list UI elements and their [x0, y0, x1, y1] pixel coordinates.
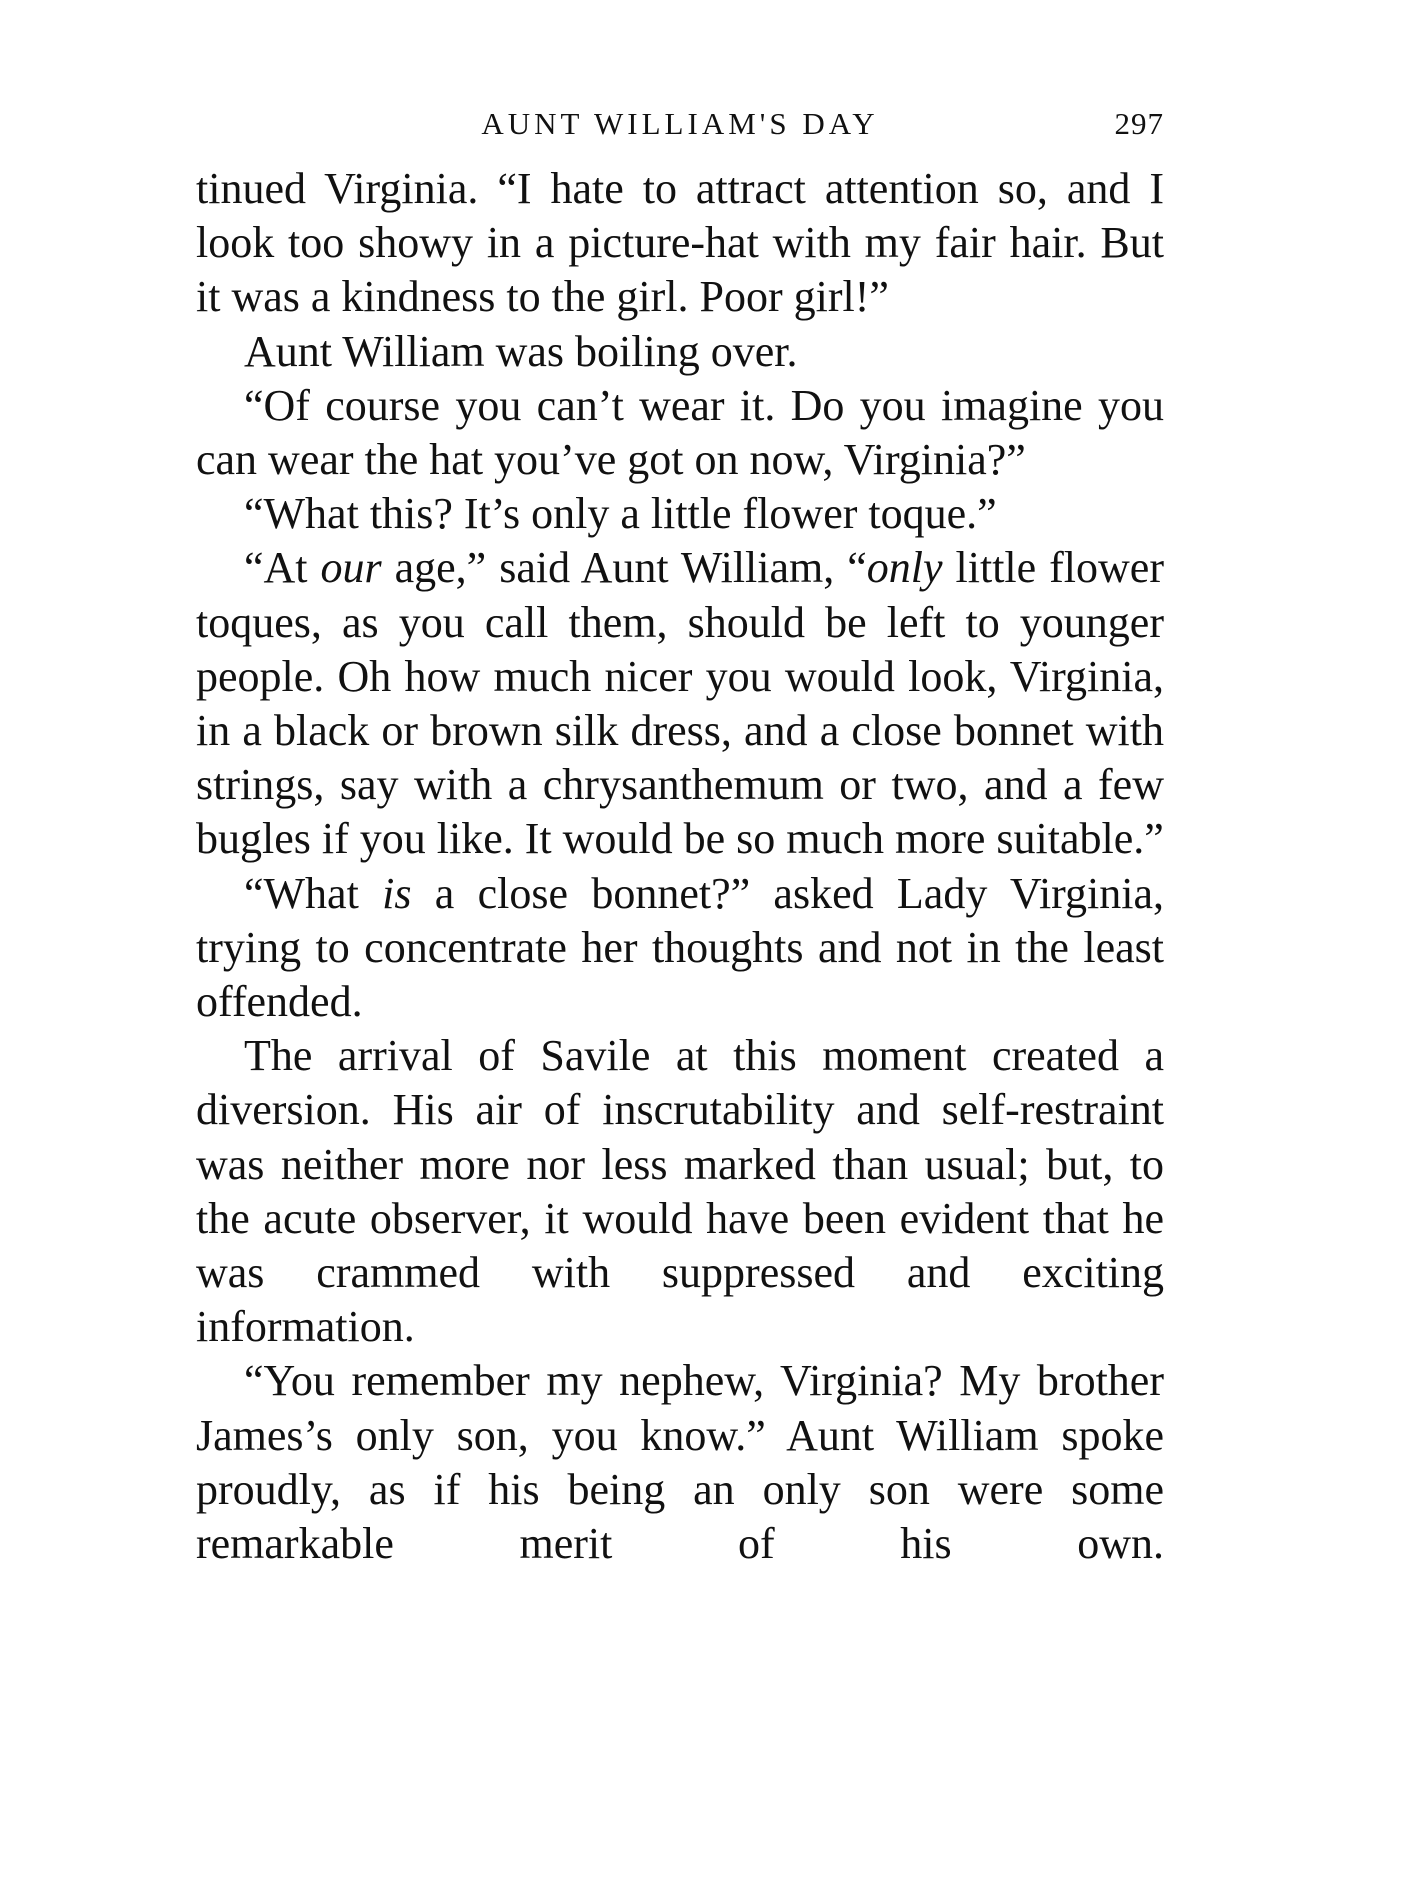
- paragraph: “What this? It’s only a little flower toque.”: [244, 489, 997, 539]
- paragraph: [196, 541, 1164, 866]
- paragraph: Aunt William was boiling over.: [244, 326, 798, 376]
- italic-text: our: [320, 543, 382, 593]
- text-run: “At: [244, 543, 321, 593]
- text-run: “What: [244, 868, 383, 918]
- page-header: [196, 100, 1164, 150]
- text-run: a close bonnet?” asked Lady Virginia, trying to concentrate her thoughts and not in the least offended.: [196, 868, 1165, 1027]
- paragraph: [196, 867, 1164, 1030]
- running-title: AUNT WILLIAM'S DAY: [481, 106, 879, 141]
- body-text: [196, 162, 1164, 1571]
- italic-text: only: [866, 543, 943, 593]
- italic-text: is: [382, 868, 412, 918]
- paragraph: The arrival of Savile at this moment created a diversion. His air of inscrutability and self-restraint was neither more nor less marked than usual; but, to the acute observer, it would have been evident that he was crammed with suppressed and exciting information.: [196, 1031, 1164, 1352]
- text-run: age,” said Aunt William, “: [381, 543, 867, 593]
- paragraph: “Of course you can’t wear it. Do you imagine you can wear the hat you’ve got on now, Virginia?”: [196, 380, 1164, 485]
- paragraph: tinued Virginia. “I hate to attract attention so, and I look too showy in a picture-hat with my fair hair. But it was a kindness to the girl. Poor girl!”: [196, 164, 1164, 322]
- book-page: [196, 100, 1164, 1571]
- page-number: 297: [1114, 106, 1164, 141]
- text-run: little flower toques, as you call them, should be left to younger people. Oh how much nicer you would look, Virginia, in a black or brown silk dress, and a close bonnet with strings, say with a chrysanthemum or two, and a few bugles if you like. It would be so much more suitable.”: [196, 543, 1164, 864]
- paragraph: “You remember my nephew, Virginia? My brother James’s only son, you know.” Aunt William spoke proudly, as if his being an only son were some remarkable merit of his own.: [196, 1356, 1164, 1569]
